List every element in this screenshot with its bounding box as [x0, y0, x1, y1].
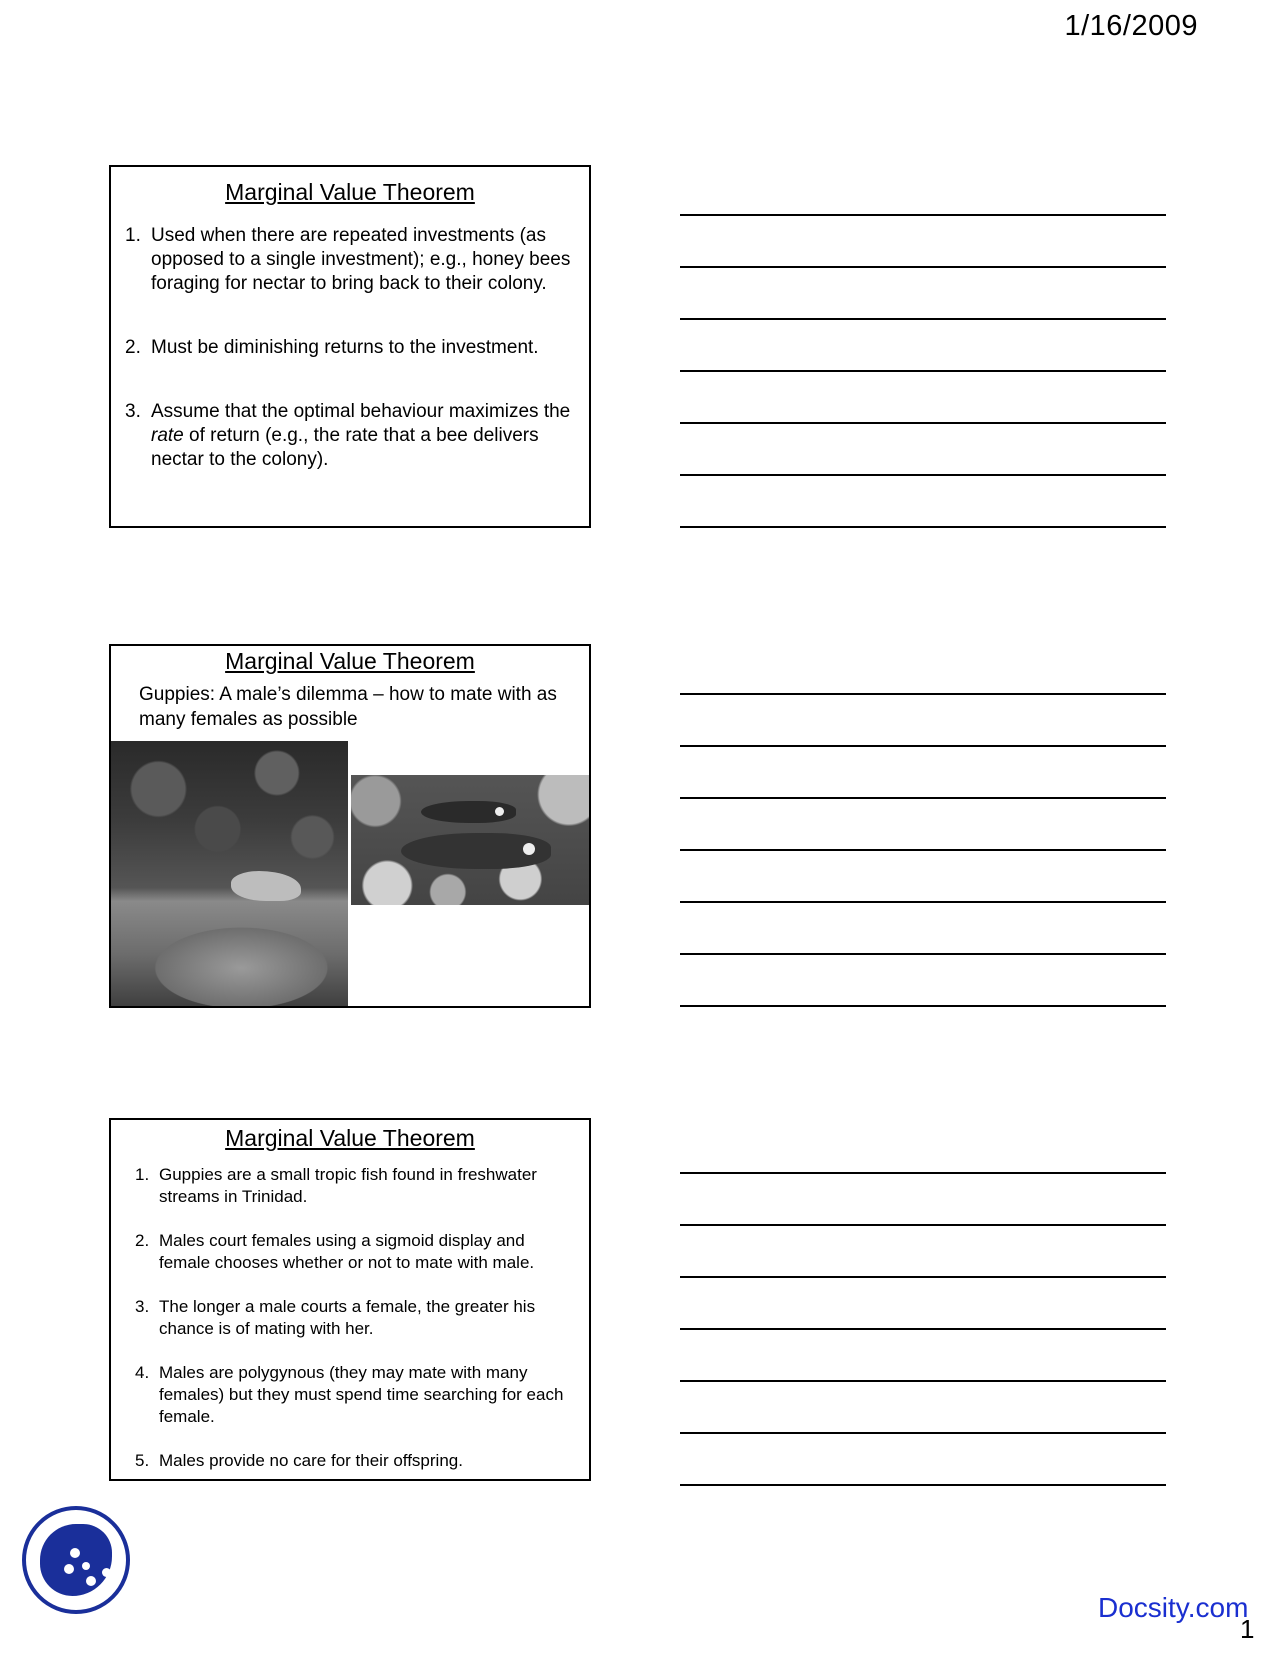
note-line	[680, 849, 1166, 851]
stream-photo	[111, 741, 348, 1008]
page-number: 1	[1240, 1614, 1255, 1644]
slide-1	[109, 165, 591, 528]
note-line	[680, 1224, 1166, 1226]
note-line	[680, 745, 1166, 747]
list-item	[135, 1296, 579, 1340]
note-line	[680, 1005, 1166, 1007]
note-line	[680, 693, 1166, 695]
note-line	[680, 1276, 1166, 1278]
note-line	[680, 1432, 1166, 1434]
page-date: 1/16/2009	[1064, 10, 1198, 42]
note-line	[680, 1172, 1166, 1174]
list-item	[135, 1230, 579, 1274]
slide-list	[125, 224, 571, 472]
slide-intro: Guppies: A male’s dilemma – how to mate with as many females as possible	[139, 684, 557, 730]
list-item	[125, 336, 571, 360]
list-item	[135, 1450, 579, 1472]
slide-3	[109, 1118, 591, 1481]
note-line	[680, 953, 1166, 955]
list-number: 2.	[135, 1231, 150, 1250]
list-text: Assume that the optimal behaviour maximizes the	[151, 401, 571, 422]
guppies-photo	[351, 775, 591, 905]
list-text: of return (e.g., the rate that a bee delivers nectar to the colony).	[151, 425, 539, 470]
note-line	[680, 318, 1166, 320]
list-number: 3.	[135, 1297, 150, 1316]
list-text: Must be diminishing returns to the investment.	[151, 337, 539, 358]
list-item	[125, 400, 571, 472]
list-item	[135, 1164, 579, 1208]
list-item	[125, 224, 571, 296]
docsity-logo-icon	[22, 1506, 130, 1614]
docsity-link[interactable]: Docsity.com	[1098, 1592, 1249, 1623]
list-text: Males are polygynous (they may mate with many females) but they must spend time searching for each female.	[159, 1363, 564, 1426]
list-number: 2.	[125, 337, 141, 358]
list-number: 1.	[125, 225, 141, 246]
list-number: 5.	[135, 1451, 150, 1470]
note-line	[680, 370, 1166, 372]
note-line	[680, 1484, 1166, 1486]
list-text: Males court females using a sigmoid display and female chooses whether or not to mate with male.	[159, 1231, 535, 1272]
emphasis-text: rate	[151, 425, 184, 446]
note-line	[680, 1380, 1166, 1382]
list-number: 4.	[135, 1363, 150, 1382]
slide-2	[109, 644, 591, 1008]
note-line	[680, 214, 1166, 216]
slide-list	[135, 1164, 579, 1472]
list-text: The longer a male courts a female, the greater his chance is of mating with her.	[159, 1297, 536, 1338]
list-text: Guppies are a small tropic fish found in freshwater streams in Trinidad.	[159, 1165, 537, 1206]
note-line	[680, 797, 1166, 799]
note-line	[680, 526, 1166, 528]
slide-title: Marginal Value Theorem	[225, 1125, 475, 1151]
slide-title: Marginal Value Theorem	[225, 648, 475, 674]
list-number: 1.	[135, 1165, 150, 1184]
list-text: Males provide no care for their offspring.	[159, 1451, 463, 1470]
note-line	[680, 474, 1166, 476]
list-number: 3.	[125, 401, 141, 422]
note-line	[680, 266, 1166, 268]
list-item	[135, 1362, 579, 1428]
note-line	[680, 901, 1166, 903]
note-line	[680, 422, 1166, 424]
note-line	[680, 1328, 1166, 1330]
list-text: Used when there are repeated investments (as opposed to a single investment); e.g., honey bees foraging for nectar to bring back to their colony.	[151, 225, 571, 294]
slide-title: Marginal Value Theorem	[225, 179, 475, 205]
